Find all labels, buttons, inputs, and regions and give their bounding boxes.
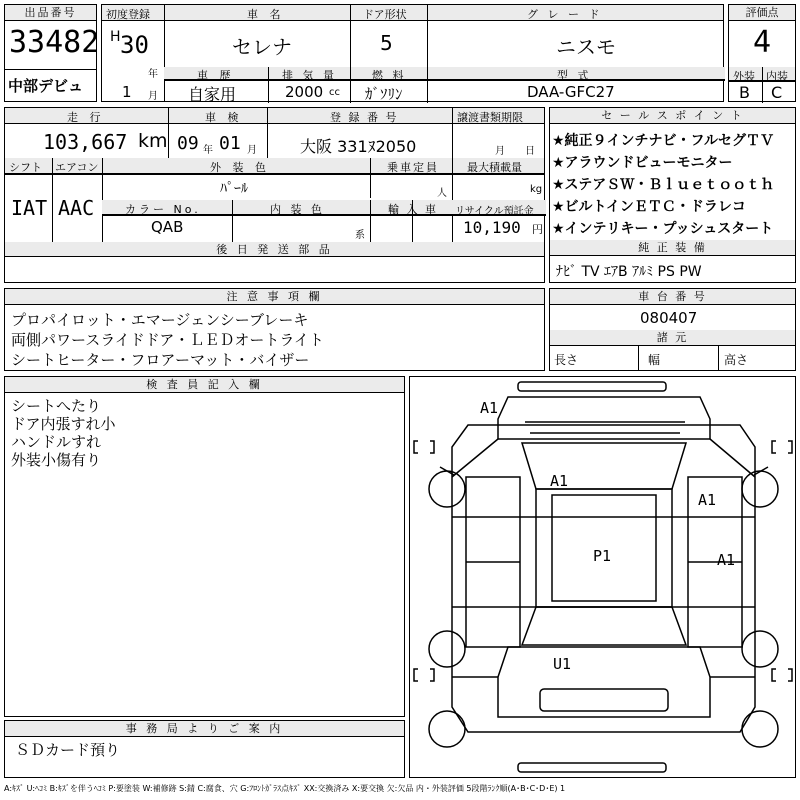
ac-value: AAC (58, 196, 95, 220)
sales-point-1: ★純正９インチナビ・フルセグＴＶ (552, 133, 774, 149)
equipment-header: 純 正 装 備 (550, 240, 795, 256)
chassis-number: 080407 (640, 309, 698, 327)
shift-value: IAT (11, 196, 48, 220)
inspector-box (4, 376, 405, 717)
chassis-header: 車 台 番 号 (550, 289, 795, 305)
damage-mark-p1-center: P1 (593, 547, 612, 565)
inspection-month-unit: 月 (247, 145, 257, 156)
import-header: 輸 入 車 (388, 203, 438, 216)
exterior-grade: B (739, 83, 750, 102)
int-color-unit: 系 (355, 230, 365, 241)
car-diagram (410, 377, 797, 779)
ac-header: エアコン (55, 161, 99, 174)
damage-mark-a1-roof: A1 (550, 472, 569, 490)
history-header: 車 歴 (197, 69, 235, 82)
office-box (4, 720, 405, 778)
venue-label: 中部デビュ (8, 77, 84, 95)
dims-header: 諸 元 (550, 330, 795, 346)
inspector-line-2: ドア内張すれ小 (11, 415, 116, 433)
interior-grade: C (771, 83, 783, 102)
int-color-header: 内 装 色 (270, 203, 325, 216)
inspection-month: 01 (219, 133, 241, 154)
score-header: 評価点 (729, 5, 795, 21)
fuel-header: 燃 料 (372, 69, 407, 82)
reg-number: 大阪 331ﾇ2050 (300, 137, 417, 156)
details-box (4, 107, 545, 283)
history-value: 自家用 (188, 85, 237, 104)
mileage-header: 走 行 (67, 111, 105, 124)
car-name: セレナ (232, 35, 292, 59)
mileage-value: 103,667 (43, 130, 128, 154)
model-header: 型 式 (557, 69, 592, 82)
fuel-value: ｶﾞｿﾘﾝ (365, 85, 403, 103)
notes-header: 注 意 事 項 欄 (5, 289, 544, 305)
displacement-header: 排 気 量 (282, 69, 337, 82)
damage-mark-u1-rear: U1 (553, 655, 572, 673)
lot-number: 33482 (9, 25, 100, 60)
sales-header: セ ー ル ス ポ イ ン ト (550, 108, 795, 124)
notes-line-1: プロパイロット・エマージェンシーブレーキ (11, 311, 309, 329)
sales-point-5: ★インテリキー・プッシュスタート (552, 221, 774, 237)
door-count: 5 (380, 31, 393, 55)
sales-point-3: ★ステアＳＷ・Ｂｌｕｅｔｏｏｔｈ (552, 177, 775, 193)
model-value: DAA-GFC27 (527, 83, 615, 101)
color-no-header: カラー No. (125, 203, 201, 216)
office-header: 事 務 局 よ り ご 案 内 (5, 721, 404, 737)
mileage-unit: km (138, 130, 168, 152)
inspection-year: 09 (177, 133, 199, 154)
transfer-month-unit: 月 (495, 146, 505, 157)
grade-value: ニスモ (556, 35, 616, 59)
notes-line-2: 両側パワースライドドア・ＬＥＤオートライト (11, 331, 324, 349)
load-header: 最大積載量 (467, 161, 522, 174)
height-label: 高さ (724, 353, 749, 367)
load-unit: kg (530, 184, 543, 195)
sales-point-2: ★アラウンドビューモニター (552, 155, 733, 171)
damage-mark-a1-top: A1 (480, 399, 499, 417)
displacement-unit: cc (329, 87, 340, 98)
ext-color-value: ﾊﾟｰﾙ (220, 181, 248, 197)
color-no-value: QAB (151, 218, 184, 236)
displacement-value: 2000 (285, 83, 324, 101)
inspection-header: 車 検 (205, 111, 243, 124)
first-reg-month: 1 (122, 83, 132, 101)
notes-box (4, 288, 545, 371)
later-parts-header: 後 日 発 送 部 品 (5, 242, 544, 257)
damage-diagram-box (409, 376, 796, 778)
length-label: 長さ (554, 353, 579, 367)
recycle-unit: 円 (532, 223, 543, 236)
car-name-header: 車 名 (247, 8, 285, 21)
first-reg-header: 初度登録 (106, 8, 150, 21)
equipment-value: ﾅﾋﾞ TV ｴｱB ｱﾙﾐ PS PW (556, 264, 702, 280)
office-text: ＳＤカード預り (15, 741, 121, 759)
grade-header: グ レ ー ド (527, 8, 603, 21)
score-value: 4 (753, 25, 772, 60)
month-unit: 月 (148, 91, 158, 102)
lot-box (4, 4, 100, 102)
legend-text: A:ｷｽﾞ U:ﾍｺﾐ B:ｷｽﾞを伴うﾍｺﾐ P:要塗装 W:補修跡 S:錆 C:腐食、穴 G:ﾌﾛﾝﾄｶﾞﾗｽ点ｷｽﾞ XX:交換済み X:要交換 欠:欠品 内・外装評価 5段階ﾗﾝｸ順(A･B･C･D･E) 1 (4, 784, 566, 793)
year-unit: 年 (148, 69, 158, 80)
sales-box (549, 107, 796, 283)
chassis-box (549, 288, 796, 371)
recycle-value: 10,190 (463, 218, 521, 237)
inspector-line-3: ハンドルすれ (11, 433, 102, 451)
shift-header: シフト (9, 161, 42, 174)
transfer-day-unit: 日 (525, 146, 535, 157)
interior-header: 内装 (766, 70, 788, 83)
vehicle-box (101, 4, 724, 102)
transfer-header: 譲渡書類期限 (457, 111, 523, 124)
notes-line-3: シートヒーター・フロアーマット・バイザー (11, 351, 310, 369)
damage-mark-a1-right-mid: A1 (717, 551, 736, 569)
capacity-unit: 人 (437, 188, 447, 199)
damage-mark-a1-right-upper: A1 (698, 491, 717, 509)
ext-color-header: 外 装 色 (210, 161, 270, 174)
era-letter: H (110, 29, 121, 45)
inspector-line-4: 外装小傷有り (11, 451, 102, 469)
score-box (728, 4, 796, 102)
recycle-header: リサイクル預託金 (455, 206, 534, 217)
door-header: ドア形状 (363, 8, 407, 21)
inspection-year-unit: 年 (203, 145, 213, 156)
sales-point-4: ★ビルトインＥＴＣ・ドラレコ (552, 199, 746, 215)
era-year: 30 (120, 31, 149, 59)
capacity-header: 乗車定員 (387, 161, 439, 174)
lot-header: 出品番号 (5, 5, 96, 21)
inspector-line-1: シートへたり (11, 397, 102, 415)
reg-header: 登 録 番 号 (330, 111, 399, 124)
width-label: 幅 (648, 353, 661, 367)
inspector-header: 検 査 員 記 入 欄 (5, 377, 404, 393)
exterior-header: 外装 (733, 70, 755, 83)
